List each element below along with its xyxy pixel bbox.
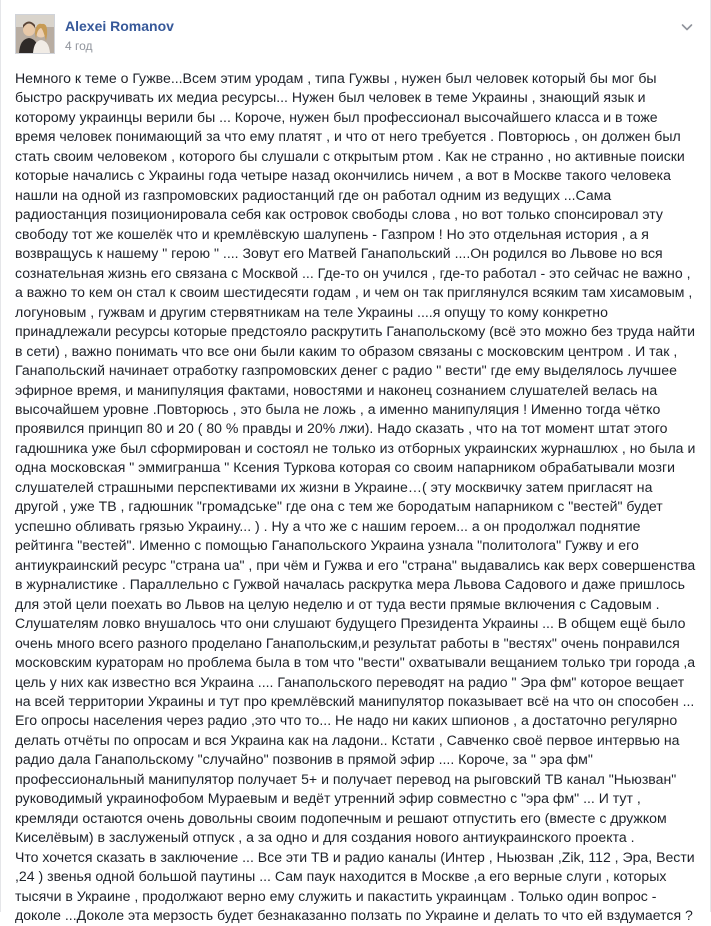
post-text-line: принадлежали ресурсы которые предстояло раскрутить Ганапольскому (всё это можно без труда найти <box>15 323 695 340</box>
post-text-line: которому украинцы верили бы ... Короче, нужен был профессионал высочайшего класса и в тоже <box>15 108 658 125</box>
post-text-line: проявился принцип 80 и 20 ( 80 % правды и 20% лжи). Надо сказать , что на тот момент штат этого <box>15 420 668 437</box>
post-text-line: возвращусь к нашему " герою " .... Зовут его Матвей Ганапольский ....Он родился во Львове но вся <box>15 245 663 262</box>
post-text-line: Его опросы населения через радио ,это что то... Не надо ни каких шпионов , а достаточно регулярно <box>15 712 678 729</box>
post-body-text <box>15 69 695 926</box>
post-text-line: быстро раскручивать их медиа ресурсы... Нужен был человек в теме Украины , знающий язык и <box>15 89 646 106</box>
post-text-line: другой , уже ТВ , гадюшник "громадське" где она с тем же бородатым напарником с "вестей" будет <box>15 498 663 515</box>
post-text-line: в журналистике . Параллельно с Гужвой началась раскрутка мера Львова Садового и даже пришлось <box>15 576 685 593</box>
post-text-line: одна московская " эммигранша " Ксения Туркова которая со своим напарником обрабатывали мозги <box>15 459 675 476</box>
post-text-line: свободу тот же кошелёк что и кремлёвскую шалупень - Газпром ! Но это отдельная история , а я <box>15 225 649 242</box>
profile-photo-icon <box>16 15 54 53</box>
chevron-down-icon[interactable] <box>680 20 694 34</box>
post-text-line: эфирное время, и манипуляция фактами, новостями и наконец сознанием слушателей велась на <box>15 381 658 398</box>
post-text-line: стать своим человеком , которого бы слушали с открытым ртом . Как не странно , но активные поиски <box>15 147 685 164</box>
post-text-line: логуновым , гужвам и другим стервятникам на теле Украины ....я опущу то кому конкретно <box>15 303 608 320</box>
post-text-line: московским кураторам но проблема была в том что "вести" охватывали вещанием только три города ,а <box>15 654 696 671</box>
post-text-line: а важно то кем он стал к своим шестидесяти годам , и чем он так приглянулся всяким там хисамовым , <box>15 284 693 301</box>
author-avatar[interactable] <box>15 14 55 54</box>
post-text-line: Немного к теме о Гужве...Всем этим уродам , типа Гужвы , нужен был человек который бы мог бы <box>15 70 657 86</box>
post-text-line: рейтинга "вестей". Именно с помощью Ганапольского Украина узнала "политолога" Гужву и его <box>15 537 639 554</box>
post-text-line: радио дала Ганапольскому "случайно" позвонив в прямой эфир .... Короче, за " эра фм" <box>15 751 593 768</box>
post-text-line: кремляди остаются очень довольны своим подопечным и решают отпустить его (вместе с дружком <box>15 809 667 826</box>
post-text-line: нашли на одной из газпромовских радиостанций где он работал одним из ведущих ...Сама <box>15 186 612 203</box>
post-text-line: для этой цели поехать во Львов на целую неделю и от туда вести прямые включения с Садовым . <box>15 595 660 612</box>
post-text-line: высочайшем уровне .Повторюсь , это была не ложь , а именно манипуляция ! Именно тогда чётко <box>15 400 661 417</box>
post-text-line: время человек понимающий за что ему платят , и что от него требуется . Повторюсь , он должен был <box>15 128 681 145</box>
post-text-line: Киселёвым) в заслуженый отпуск , а за одно и для создания нового антиукраинского проекта . <box>15 829 635 846</box>
post-text-line: Слушателям ловко внушалось что они слушают будущего Президента Украины ... В общем ещё было <box>15 615 686 632</box>
post-text-line: доколе ...Доколе эта мерзость будет безнаказанно ползать по Украине и делать то что ей вздумается ? <box>15 907 693 924</box>
post-text-line: Что хочется сказать в заключение ... Все эти ТВ и радио каналы (Интер , Ньюзван ,Zik, 112 , Эра, Вести <box>15 848 695 865</box>
post-text-line: тысячи в Украине , продолжают верно ему служить и пакастить украинцам . Только один вопрос - <box>15 887 657 904</box>
post-text-line: ,24 ) звенья одной большой паутины ... Сам паук находится в Москве ,а его верные слуги , которых <box>15 868 667 885</box>
post-text-line: Ганапольский начинает отработку газпромовских денег с радио " вести" где ему выделялось лучшее <box>15 362 677 379</box>
post-text-line: профессиональный манипулятор получает 5+ и получает перевод на рыговский ТВ канал "Ньюзван" <box>15 770 677 787</box>
post-text-line: цель у них как известно вся Украина .... Ганапольского переводят на радио " Эра фм" которое вещает <box>15 673 685 690</box>
post-text-line: в сети) , важно понимать что все они были каким то образом связаны с московским центром . И так , <box>15 342 678 359</box>
post-text-line: сознательная жизнь его связана с Москвой ... Где-то он учился , где-то работал - это сейчас не важно , <box>15 264 691 281</box>
post-text-line: успешно обливать грязью Украину... ) . Ну а что же с нашим героем... а он продолжал поднятие <box>15 517 641 534</box>
post-timestamp[interactable]: 4 год <box>65 39 93 53</box>
post-text-line: радиостанция позиционировала себя как островок свободы слова , но вот только спонсировал эту <box>15 206 663 223</box>
post-text-line: на всей территории Украины и тут про кремлёвский манипулятор показывает всё на что он способен ... <box>15 693 695 709</box>
post-text-line: руководимый украинофобом Мураевым и ведёт утренний эфир совместно с "эра фм" ... И тут , <box>15 790 641 807</box>
author-name-link[interactable]: Alexei Romanov <box>65 18 174 34</box>
post-header <box>15 14 696 60</box>
post-text-line: антиукраинский ресурс "страна ua" , при чём и Гужва и его "страна" выдавались как верх совершенства <box>15 556 696 573</box>
post-text-line: которые начались с Украины года четыре назад окончились ничем , а вот в Москве такого человека <box>15 167 671 184</box>
post-text-line: делать отчёты по опросам и вся Украина как на ладони.. Кстати , Савченко своё первое интервью на <box>15 731 680 748</box>
post-text-line: гадюшника уже был сформирован и состоял не только из отборных украинских журнашлюх , но была и <box>15 439 696 456</box>
post-text-line: очень много всего разного проделано Ганапольским,и результат работы в "вестях" очень понравился <box>15 634 680 651</box>
post-text-line: слушателей страшными перспективами их жизни в Украине…( эту москвичку затем пригласят на <box>15 478 653 495</box>
